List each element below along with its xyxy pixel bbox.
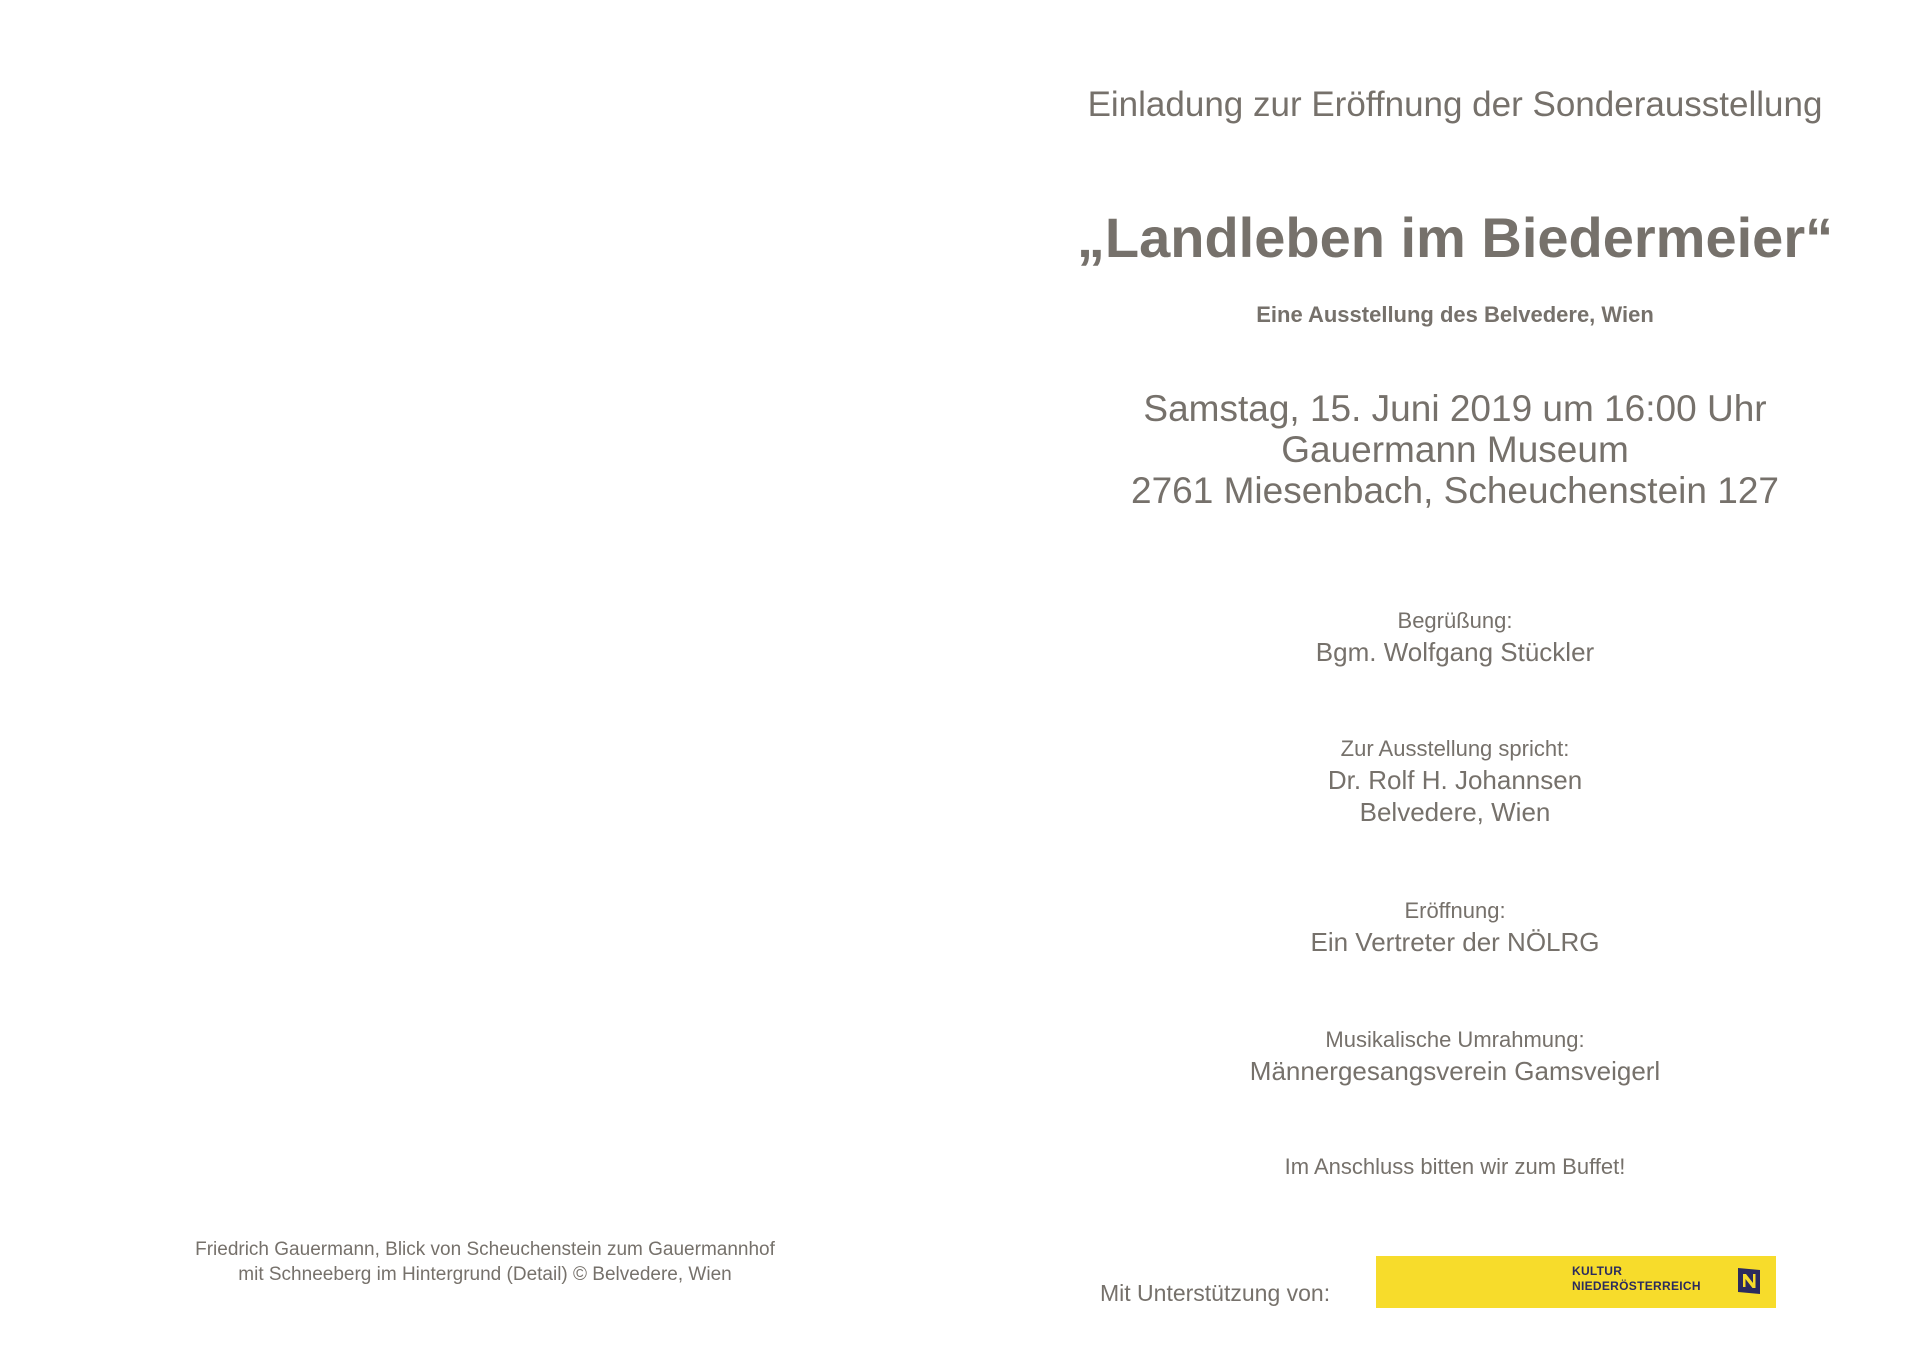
opening-label: Eröffnung: <box>1404 898 1506 923</box>
speech-org: Belvedere, Wien <box>1359 797 1551 827</box>
invitation-intro: Einladung zur Eröffnung der Sonderausstellung <box>1087 85 1823 124</box>
caption-line-1: Friedrich Gauermann, Blick von Scheuchenstein zum Gauermannhof <box>195 1239 775 1260</box>
logo-line-2: NIEDERÖSTERREICH <box>1572 1279 1701 1293</box>
speech-label: Zur Ausstellung spricht: <box>1340 736 1570 761</box>
kultur-niederoesterreich-logo <box>1376 1256 1776 1308</box>
buffet-note: Im Anschluss bitten wir zum Buffet! <box>1284 1154 1626 1179</box>
speech-name: Dr. Rolf H. Johannsen <box>1327 765 1583 795</box>
event-datetime: Samstag, 15. Juni 2019 um 16:00 Uhr <box>1143 388 1767 429</box>
program-welcome <box>1070 606 1840 668</box>
program-music <box>1070 1025 1840 1087</box>
event-address: 2761 Miesenbach, Scheuchenstein 127 <box>1131 470 1779 511</box>
welcome-label: Begrüßung: <box>1397 608 1513 633</box>
welcome-name: Bgm. Wolfgang Stückler <box>1315 637 1595 667</box>
logo-text <box>1572 1264 1701 1294</box>
exhibition-subtitle: Eine Ausstellung des Belvedere, Wien <box>1256 302 1654 327</box>
music-label: Musikalische Umrahmung: <box>1325 1027 1585 1052</box>
event-details <box>1070 388 1840 511</box>
music-name: Männergesangsverein Gamsveigerl <box>1249 1056 1661 1086</box>
caption-line-2: mit Schneeberg im Hintergrund (Detail) © Belvedere, Wien <box>238 1264 732 1285</box>
logo-line-1: KULTUR <box>1572 1264 1623 1278</box>
support-label: Mit Unterstützung von: <box>1100 1280 1331 1306</box>
program-speech <box>1070 734 1840 828</box>
program-opening <box>1070 896 1840 958</box>
exhibition-title: „Landleben im Biedermeier“ <box>1076 206 1834 269</box>
event-venue: Gauermann Museum <box>1281 429 1629 470</box>
opening-name: Ein Vertreter der NÖLRG <box>1310 927 1600 957</box>
image-caption <box>120 1237 850 1287</box>
noe-logo-icon <box>1736 1266 1762 1296</box>
